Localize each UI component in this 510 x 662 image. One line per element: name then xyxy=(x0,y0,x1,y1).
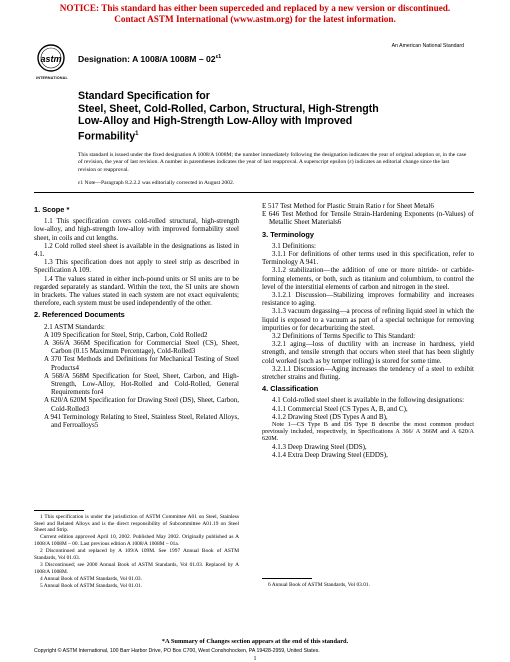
para-4-1: 4.1 Cold-rolled steel sheet is available in the following designations: xyxy=(272,396,465,405)
title-line-2: Steel, Sheet, Cold-Rolled, Carbon, Structural, High-Strength xyxy=(78,102,379,115)
national-standard-label: An American National Standard xyxy=(391,43,464,49)
footnote-right: 6 Annual Book of ASTM Standards, Vol 03.01. xyxy=(268,582,370,588)
list-item: 4.1.4 Extra Deep Drawing Steel (EDDS), xyxy=(272,450,388,459)
astm-logo-icon xyxy=(36,43,66,77)
notice-line-2: Contact ASTM International (www.astm.org) for the latest information. xyxy=(114,14,396,24)
right-column xyxy=(262,202,474,459)
section-4-heading: 4. Classification xyxy=(262,384,319,394)
footnote: Current edition approved April 10, 2002. Published May 2002. Originally published as A 1008/A 1008M – 00. Last previous edition A 1008/A 1008M – 01a. xyxy=(34,534,239,547)
footnote: 4 Annual Book of ASTM Standards, Vol 01.03. xyxy=(40,575,142,582)
copyright-line: Copyright © ASTM International, 100 Barr Harbor Drive, PO Box C700, West Conshohocken, PA 19428-2959, United States. xyxy=(34,648,320,654)
summary-of-changes-note: *A Summary of Changes section appears at the end of this standard. xyxy=(161,638,349,645)
page-number: 1 xyxy=(253,656,257,662)
footnote-divider-right xyxy=(262,578,312,579)
reference-item: A 109 Specification for Steel, Strip, Carbon, Cold Rolled2 xyxy=(44,330,208,339)
para-2-1: 2.1 ASTM Standards: xyxy=(44,322,105,331)
reference-list-continued xyxy=(262,202,474,227)
reference-item: E 517 Test Method for Plastic Strain Ratio r for Sheet Metal6 xyxy=(262,202,434,210)
footnotes-left xyxy=(34,514,239,590)
editorial-note: ε1 Note—Paragraph 8.2.2.2 was editorially corrected in August 2002. xyxy=(78,180,235,186)
document-title xyxy=(78,90,458,143)
designation xyxy=(78,54,221,64)
footnote: 1 This specification is under the jurisdiction of ASTM Committee A01 on Steel, Stainless Steel and Related Alloys and is the direct responsibility of Subcommittee A01.19 on Steel Sheet and Strip. xyxy=(34,514,239,534)
footnote: 2 Discontinued and replaced by A 109/A 109M. See 1997 Annual Book of ASTM Standards, Vol 01.03. xyxy=(34,548,239,561)
reference-list xyxy=(34,331,239,429)
logo-word: INTERNATIONAL xyxy=(36,76,68,80)
notice-line-1: NOTICE: This standard has either been superceded and replaced by a new version or discontinued. xyxy=(59,3,451,13)
para-3-1-2-1: 3.1.2.1 Discussion—Stabilizing improves formability and increases resistance to aging. xyxy=(262,291,474,308)
designation-text: Designation: A 1008/A 1008M – 02 xyxy=(78,54,216,64)
svg-text:astm: astm xyxy=(40,54,62,64)
issued-paragraph: This standard is issued under the fixed designation A 1008/A 1008M; the number immediately following the designation indicates the year of original adoption or, in the case of revision, the year of last revision. A number in parentheses indicates the year of last reapproval. A superscript epsilon (ε) indicates an editorial change since the last revision or reapproval. xyxy=(78,152,467,173)
note-1: Note 1—CS Type B and DS Type B describe the most common product previously included, respectively, in Specifications A 366/ A 366M and A 620/A 620M. xyxy=(262,421,474,443)
reference-item: A 370 Test Methods and Definitions for Mechanical Testing of Steel Products4 xyxy=(44,355,239,372)
para-1-2: 1.2 Cold rolled steel sheet is available in the designations as listed in 4.1. xyxy=(34,241,239,259)
notice-banner xyxy=(0,3,510,25)
para-1-3: 1.3 This specification does not apply to steel strip as described in Specification A 109. xyxy=(34,258,239,275)
title-line-3: Low-Alloy and High-Strength Low-Alloy with Improved xyxy=(78,115,353,128)
reference-item: A 620/A 620M Specification for Drawing Steel (DS), Sheet, Carbon, Cold-Rolled3 xyxy=(44,396,239,413)
para-1-1: 1.1 This specification covers cold-rolled structural, high-strength low-alloy, and high-strength low-alloy with improved formability steel sheet, in coils and cut lengths. xyxy=(34,217,239,242)
list-item: 4.1.2 Drawing Steel (DS Types A and B), xyxy=(272,412,388,421)
header-divider xyxy=(34,192,474,193)
para-3-2-1: 3.2.1 aging—loss of ductility with an increase in hardness, yield strength, and tensile strength that occurs when steel that has been slightly cold worked (such as by temper rolling) is stored for some time. xyxy=(262,340,474,365)
section-1-heading: 1. Scope * xyxy=(34,205,70,214)
para-3-1: 3.1 Definitions: xyxy=(272,241,316,250)
footnote-divider xyxy=(34,510,84,511)
reference-item: E 646 Test Method for Tensile Strain-Hardening Exponents (n-Values) of Metallic Sheet Materials6 xyxy=(262,210,474,227)
para-3-1-2: 3.1.2 stabilization—the addition of one or more nitride- or carbide-forming elements, or both, such as titanium and columbium, to control the level of the interstitial elements of carbon and nitrogen in the steel. xyxy=(262,266,474,291)
para-3-2-1-1: 3.2.1.1 Discussion—Aging increases the tendency of a steel to exhibit stretcher strains and fluting. xyxy=(262,364,474,382)
section-3-heading: 3. Terminology xyxy=(262,229,315,239)
left-column xyxy=(34,202,239,429)
list-item: 4.1.3 Deep Drawing Steel (DDS), xyxy=(272,442,367,451)
reference-item: A 568/A 568M Specification for Steel, Sheet, Carbon, and High-Strength, Low-Alloy, Hot-Rolled and Cold-Rolled, General Requirements for4 xyxy=(44,371,239,397)
reference-item: A 941 Terminology Relating to Steel, Stainless Steel, Related Alloys, and Ferroalloys5 xyxy=(44,412,239,430)
section-2-heading: 2. Referenced Documents xyxy=(34,310,125,320)
title-line-1: Standard Specification for xyxy=(78,90,210,102)
para-1-4: 1.4 The values stated in either inch-pound units or SI units are to be regarded separately as standard. Within the text, the SI units are shown in brackets. The values stated in each system are not exact equivalents; therefore, each system must be used independently of the other. xyxy=(34,274,239,308)
para-3-1-1: 3.1.1 For definitions of other terms used in this specification, refer to Terminology A 941. xyxy=(262,250,474,267)
designation-superscript: ε1 xyxy=(215,54,222,61)
footnote: 3 Discontinued; see 2000 Annual Book of ASTM Standards, Vol 01.03. Replaced by A 1008/A 1008M. xyxy=(34,561,239,575)
footnote: 5 Annual Book of ASTM Standards, Vol 01.01. xyxy=(40,582,142,589)
title-line-4: Formability$^1$ xyxy=(78,130,139,143)
reference-item: A 366/A 366M Specification for Commercial Steel (CS), Sheet, Carbon (0.15 Maximum Percentage), Cold-Rolled3 xyxy=(44,339,239,356)
para-3-1-3: 3.1.3 vacuum degassing—a process of refining liquid steel in which the liquid is exposed to a vacuum as part of a special technique for removing impurities or for decarburizing the steel. xyxy=(262,307,474,332)
list-item: 4.1.1 Commercial Steel (CS Types A, B, and C), xyxy=(272,404,408,413)
para-3-2: 3.2 Definitions of Terms Specific to This Standard: xyxy=(272,332,416,341)
